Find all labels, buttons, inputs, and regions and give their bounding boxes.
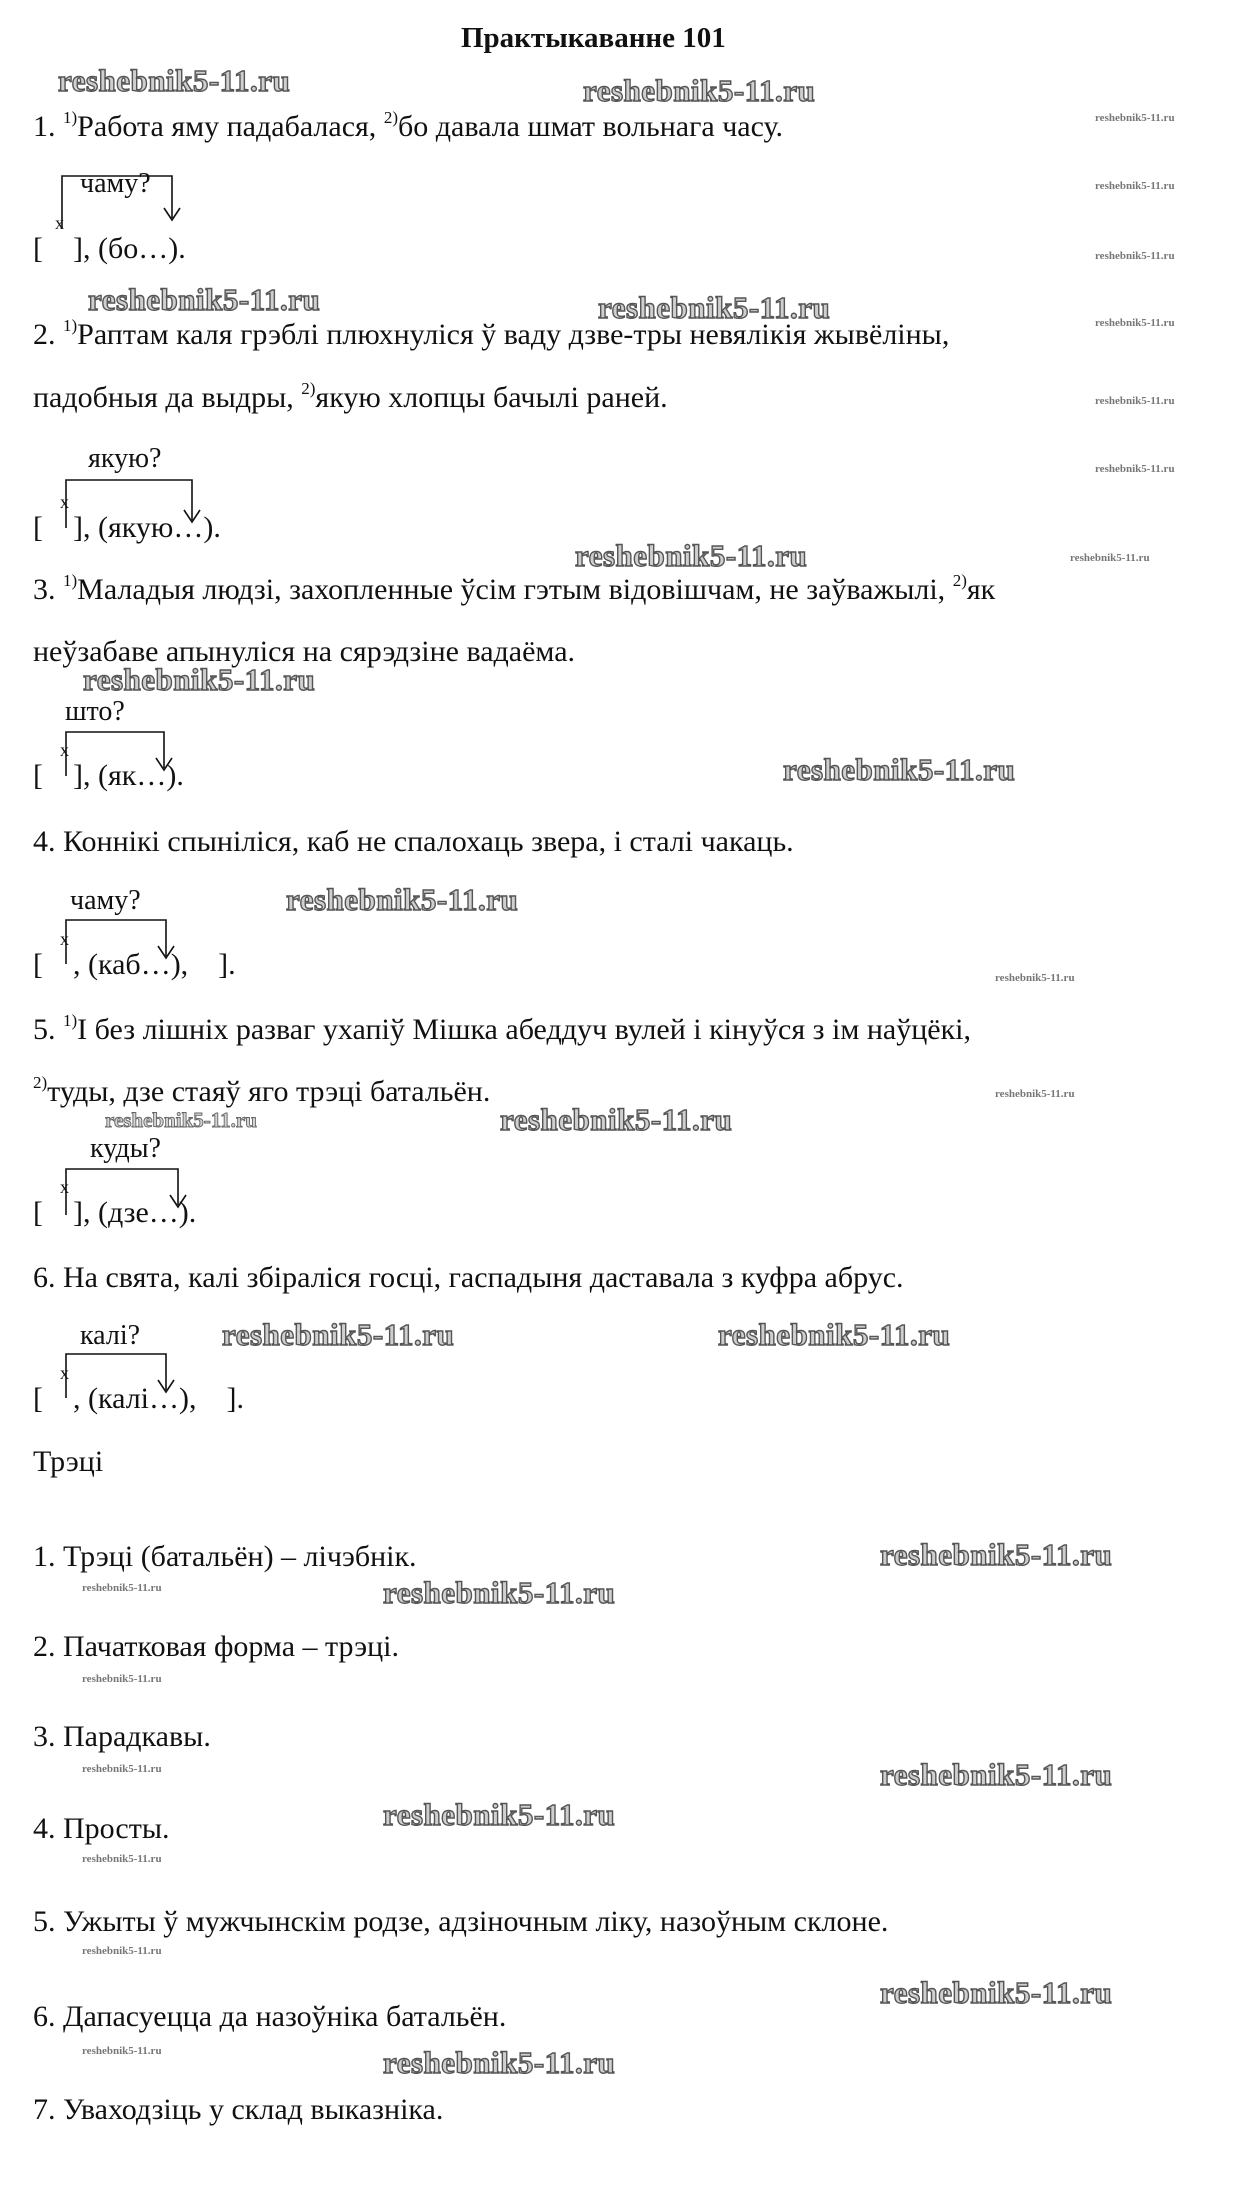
scheme-question: чаму?	[70, 885, 141, 916]
watermark: reshebnik5-11.ru	[82, 1763, 162, 1775]
clause-text: бо давала шмат вольнага часу.	[397, 110, 784, 143]
watermark: reshebnik5-11.ru	[1095, 463, 1175, 475]
watermark: reshebnik5-11.ru	[783, 752, 1016, 787]
watermark: reshebnik5-11.ru	[286, 882, 519, 917]
sentence-line: 2. $^{1)}$Раптам каля грэблі плюхнуліся ў ваду дзве-тры невялікія жывёліны,	[33, 316, 950, 351]
watermark: reshebnik5-11.ru	[222, 1317, 455, 1352]
sentence-scheme: [ , (калі…), ].	[33, 1382, 244, 1415]
sentence-scheme: [ ], (дзе…).	[33, 1196, 197, 1229]
sentence-scheme: [ ], (якую…).	[33, 511, 221, 544]
scheme-arrow	[60, 172, 180, 232]
watermark: reshebnik5-11.ru	[383, 1797, 616, 1832]
sentence-number: 1.	[33, 110, 56, 143]
analysis-item: 7. Уваходзіць у склад выказніка.	[33, 2093, 444, 2126]
watermark: reshebnik5-11.ru	[58, 63, 291, 98]
analysis-item: 6. Дапасуецца да назоўніка батальён.	[33, 2000, 507, 2033]
watermark: reshebnik5-11.ru	[1095, 395, 1175, 407]
watermark: reshebnik5-11.ru	[718, 1317, 951, 1352]
clause-text: Работа яму падабалася,	[77, 110, 384, 143]
analysis-item: 1. Трэці (батальён) – лічэбнік.	[33, 1540, 417, 1573]
scheme-question: куды?	[90, 1133, 161, 1164]
subject-mark: x	[60, 492, 69, 512]
watermark: reshebnik5-11.ru	[82, 1945, 162, 1957]
scheme-question: якую?	[88, 443, 162, 474]
watermark: reshebnik5-11.ru	[83, 662, 316, 697]
sentence-scheme: [ ], (бо…).	[33, 232, 186, 265]
sentence-scheme: [ ], (як…).	[33, 759, 184, 792]
subject-mark: x	[60, 1177, 69, 1197]
watermark: reshebnik5-11.ru	[82, 1673, 162, 1685]
sentence-line: 5. $^{1)}$І без лішніх разваг ухапіў Мішка абеддуч вулей і кінуўся з ім наўцёкі,	[33, 1011, 971, 1046]
analysis-item: 5. Ужыты ў мужчынскім родзе, адзіночным ліку, назоўным склоне.	[33, 1905, 889, 1938]
clause-mark: 2)	[383, 108, 398, 127]
watermark: reshebnik5-11.ru	[880, 1757, 1113, 1792]
subject-mark: x	[60, 740, 69, 760]
subject-mark: x	[55, 213, 64, 233]
sentence-line: 6. На свята, калі збіраліся госці, гаспадыня даставала з куфра абрус.	[33, 1261, 904, 1294]
watermark: reshebnik5-11.ru	[1095, 317, 1175, 329]
analysis-item: 2. Пачатковая форма – трэці.	[33, 1630, 400, 1663]
watermark: reshebnik5-11.ru	[880, 1537, 1113, 1572]
analysis-heading: Трэці	[33, 1445, 104, 1478]
watermark: reshebnik5-11.ru	[1095, 250, 1175, 262]
scheme-question: чаму?	[80, 168, 151, 199]
page-title: Практыкаванне 101	[461, 22, 726, 54]
watermark: reshebnik5-11.ru	[383, 2045, 616, 2080]
watermark: reshebnik5-11.ru	[575, 538, 808, 573]
watermark: reshebnik5-11.ru	[1095, 112, 1175, 124]
analysis-item: 3. Парадкавы.	[33, 1720, 211, 1753]
watermark: reshebnik5-11.ru	[383, 1575, 616, 1610]
watermark: reshebnik5-11.ru	[88, 282, 321, 317]
scheme-question: калі?	[80, 1320, 141, 1351]
clause-mark: 1)	[63, 108, 78, 127]
watermark: reshebnik5-11.ru	[995, 1088, 1075, 1100]
watermark: reshebnik5-11.ru	[500, 1102, 733, 1137]
watermark: reshebnik5-11.ru	[1070, 552, 1150, 564]
subject-mark: x	[60, 1363, 69, 1383]
watermark: reshebnik5-11.ru	[82, 1582, 162, 1594]
sentence-line: 3. $^{1)}$Маладыя людзі, захопленные ўсім гэтым відовішчам, не заўважылі, $^{2)}$як	[33, 571, 996, 606]
sentence-line: 4. Коннікі спыніліся, каб не спалохаць звера, і сталі чакаць.	[33, 825, 794, 858]
scheme-question: што?	[65, 696, 125, 727]
watermark: reshebnik5-11.ru	[583, 73, 816, 108]
sentence-line: $^{2)}$туды, дзе стаяў яго трэці батальён.	[33, 1073, 491, 1108]
watermark: reshebnik5-11.ru	[598, 290, 831, 325]
sentence-line: падобныя да выдры, $^{2)}$якую хлопцы бачылі раней.	[33, 379, 668, 414]
watermark: reshebnik5-11.ru	[82, 2045, 162, 2057]
watermark: reshebnik5-11.ru	[82, 1853, 162, 1865]
watermark: reshebnik5-11.ru	[995, 972, 1075, 984]
analysis-item: 4. Просты.	[33, 1812, 170, 1845]
watermark: reshebnik5-11.ru	[880, 1975, 1113, 2010]
sentence-scheme: [ , (каб…), ].	[33, 948, 236, 981]
sentence-line: неўзабаве апынуліся на сярэдзіне вадаёма.	[33, 635, 576, 668]
subject-mark: x	[60, 929, 69, 949]
watermark: reshebnik5-11.ru	[105, 1108, 257, 1132]
sentence-line	[33, 110, 783, 148]
watermark: reshebnik5-11.ru	[1095, 180, 1175, 192]
